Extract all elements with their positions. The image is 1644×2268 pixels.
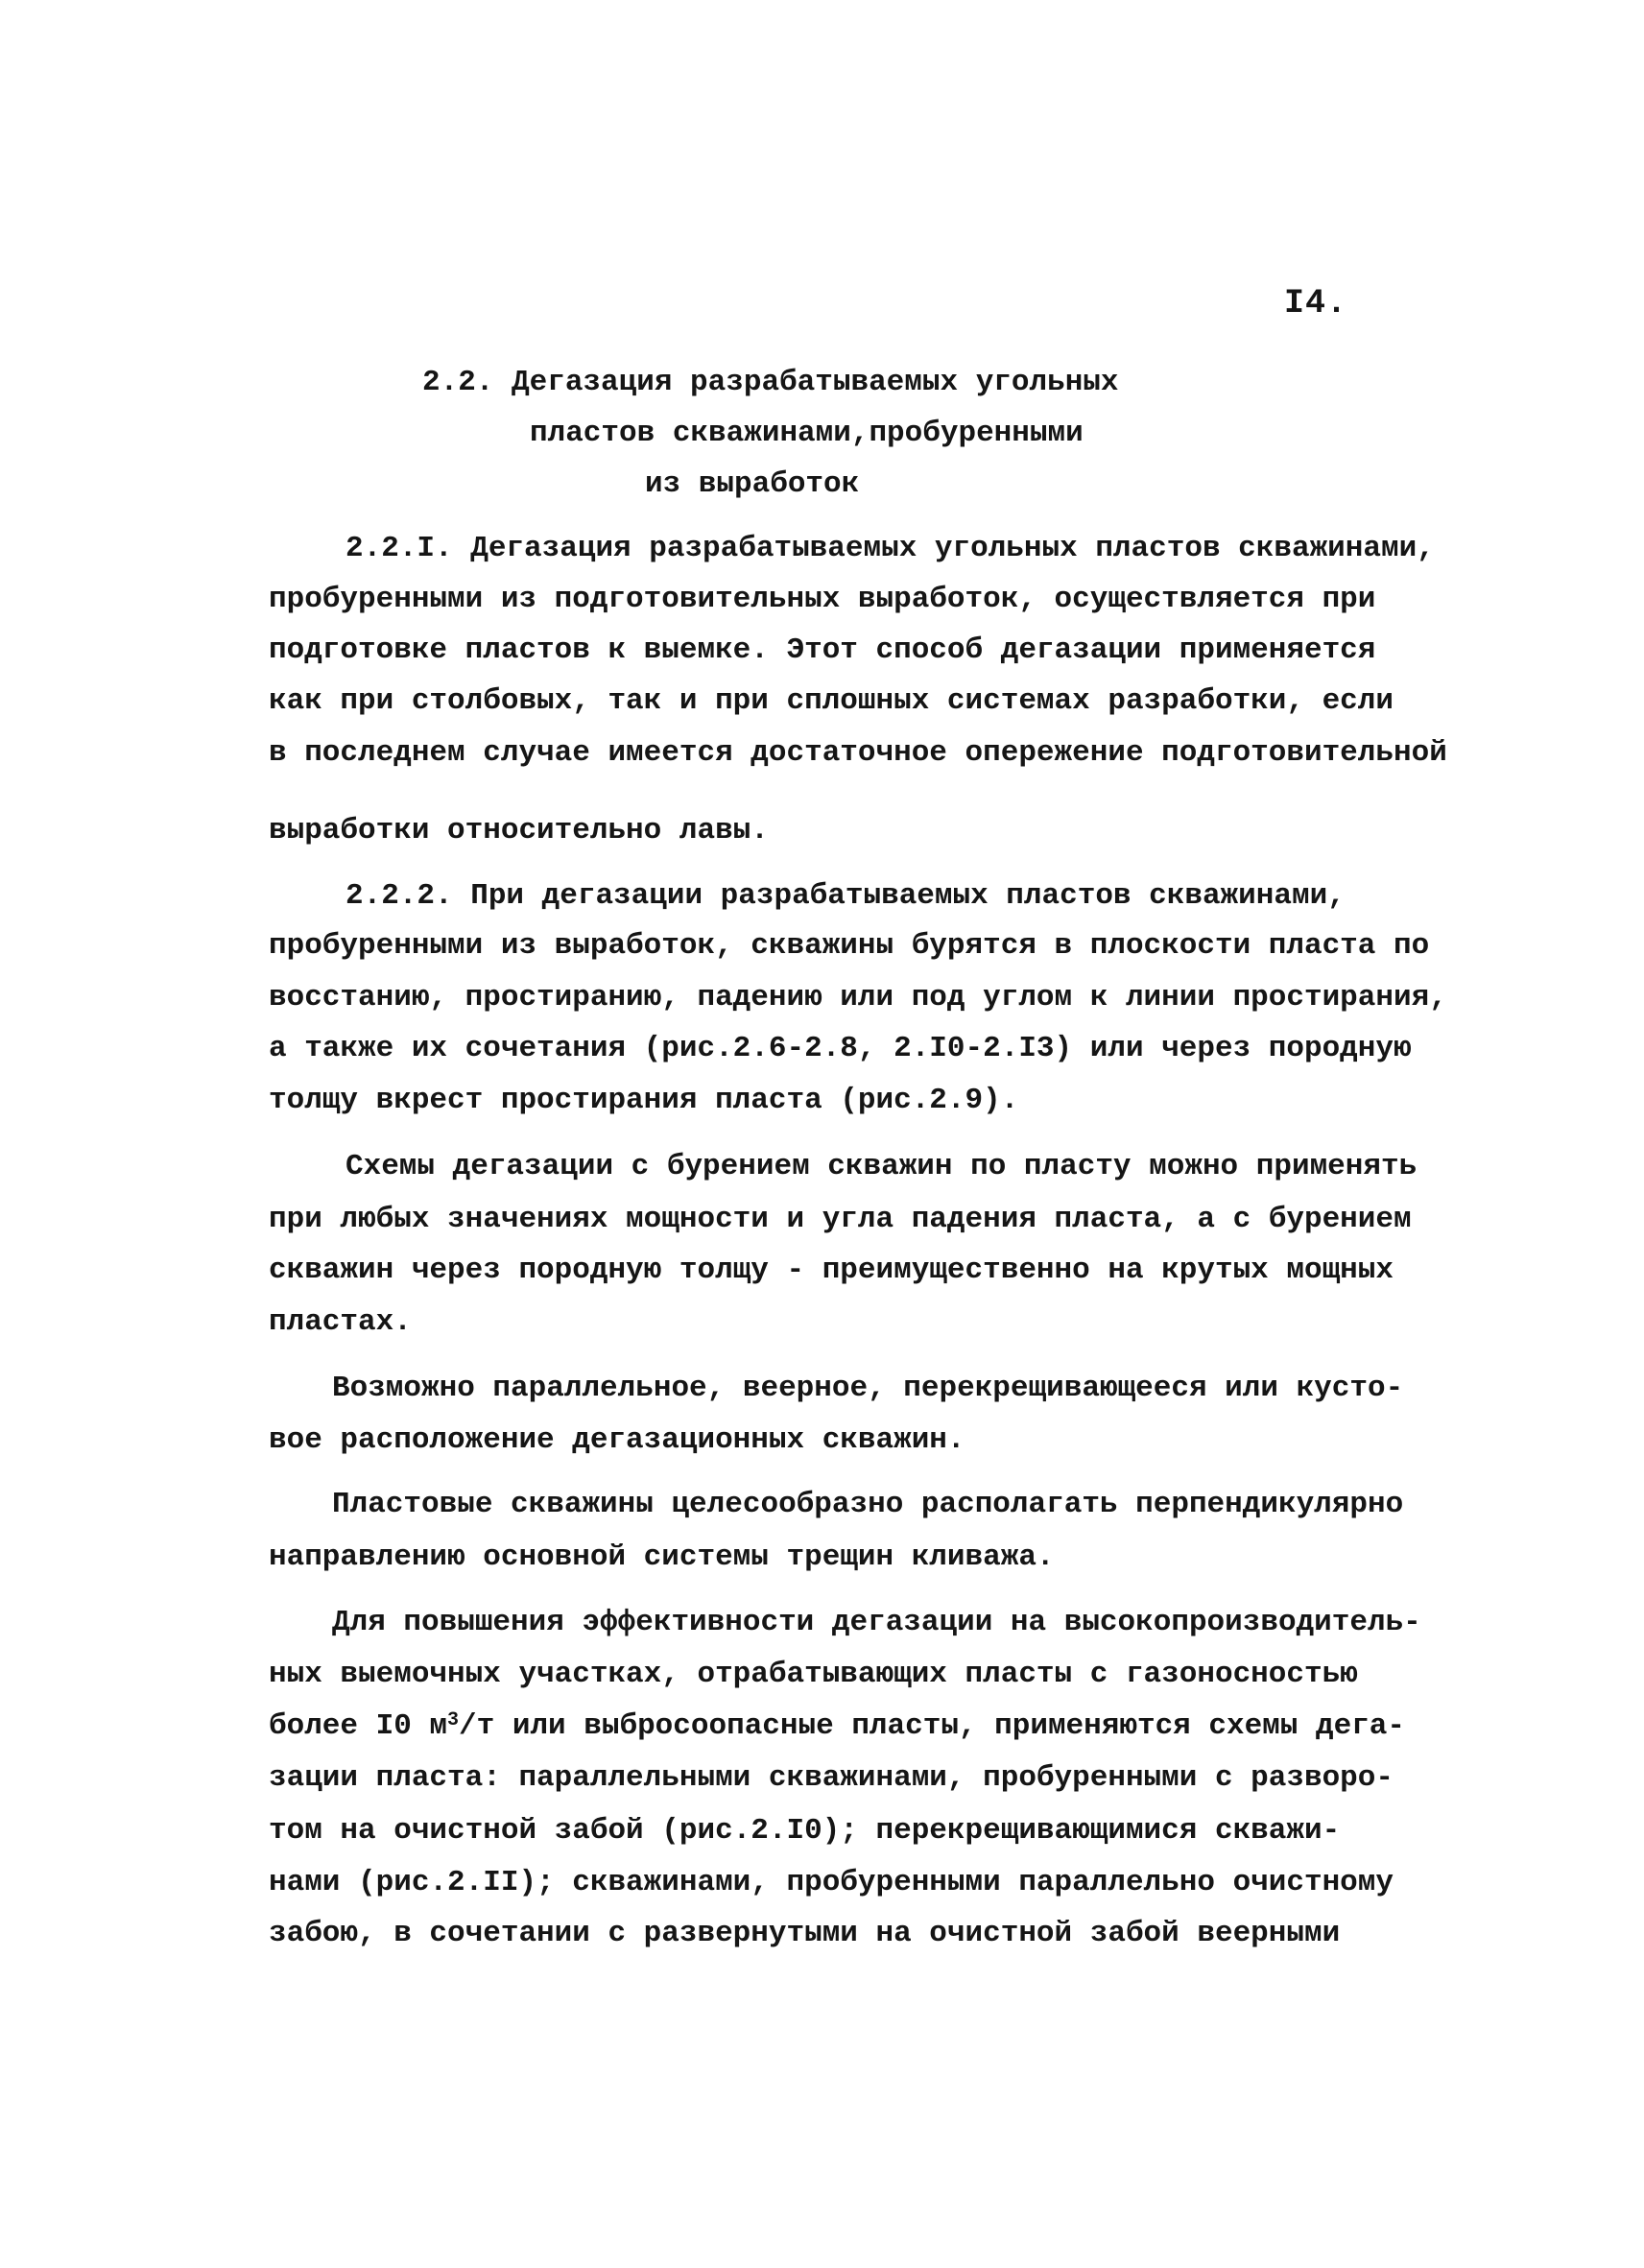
paragraph-2-2-1-line: пробуренными из подготовительных выработок, осуществляется при <box>269 583 1376 616</box>
section-heading-line: пластов скважинами,пробуренными <box>530 417 1084 450</box>
superscript: 3 <box>447 1709 460 1731</box>
paragraph-2-2-2-line: восстанию, простиранию, падению или под углом к линии простирания, <box>269 981 1447 1015</box>
paragraph-2-2-1-line: 2.2.I. Дегазация разрабатываемых угольных пластов скважинами, <box>345 532 1435 565</box>
paragraph-efficiency-line: том на очистной забой (рис.2.I0); перекрещивающимися скважи- <box>269 1814 1341 1848</box>
paragraph-efficiency-line: зации пласта: параллельными скважинами, пробуренными с разворо- <box>269 1761 1394 1795</box>
paragraph-2-2-1-line: подготовке пластов к выемке. Этот способ дегазации применяется <box>269 633 1376 667</box>
paragraph-efficiency-line: нами (рис.2.II); скважинами, пробуренными параллельно очистному <box>269 1866 1394 1899</box>
paragraph-2-2-1-line: как при столбовых, так и при сплошных системах разработки, если <box>269 684 1394 718</box>
paragraph-efficiency-line: ных выемочных участках, отрабатывающих пласты с газоносностью <box>269 1658 1358 1691</box>
paragraph-schemes-line: при любых значениях мощности и угла падения пласта, а с бурением <box>269 1203 1412 1236</box>
text-fragment: /т или выбросоопасные пласты, применяются схемы дега- <box>459 1709 1406 1743</box>
section-heading-line: 2.2. Дегазация разрабатываемых угольных <box>422 366 1119 399</box>
paragraph-2-2-2-line: толщу вкрест простирания пласта (рис.2.9). <box>269 1084 1019 1117</box>
paragraph-efficiency-line: Для повышения эффективности дегазации на высокопроизводитель- <box>332 1606 1421 1639</box>
section-heading <box>422 357 1190 510</box>
paragraph-orientation-line: направлению основной системы трещин кливажа. <box>269 1540 1055 1574</box>
paragraph-schemes-line: Схемы дегазации с бурением скважин по пласту можно применять <box>345 1150 1418 1183</box>
paragraph-orientation-line: Пластовые скважины целесообразно располагать перпендикулярно <box>332 1488 1404 1521</box>
paragraph-schemes-line: скважин через породную толщу - преимущественно на крутых мощных <box>269 1253 1394 1287</box>
section-heading-line: из выработок <box>645 467 860 501</box>
paragraph-2-2-1-line: выработки относительно лавы. <box>269 814 769 848</box>
paragraph-schemes-line: пластах. <box>269 1305 412 1339</box>
paragraph-2-2-2-line: а также их сочетания (рис.2.6-2.8, 2.I0-2.I3) или через породную <box>269 1032 1412 1065</box>
paragraph-efficiency-line <box>269 1707 1405 1746</box>
page-number: I4. <box>1284 284 1348 322</box>
paragraph-efficiency-line: забою, в сочетании с развернутыми на очистной забой веерными <box>269 1917 1341 1950</box>
paragraph-2-2-2-line: 2.2.2. При дегазации разрабатываемых пластов скважинами, <box>345 879 1346 913</box>
paragraph-2-2-2-line: пробуренными из выработок, скважины бурятся в плоскости пласта по <box>269 929 1430 963</box>
paragraph-layout-line: Возможно параллельное, веерное, перекрещивающееся или кусто- <box>332 1372 1404 1405</box>
paragraph-2-2-1-line: в последнем случае имеется достаточное опережение подготовительной <box>269 736 1447 770</box>
paragraph-layout-line: вое расположение дегазационных скважин. <box>269 1423 965 1457</box>
text-fragment: более I0 м <box>269 1709 448 1743</box>
